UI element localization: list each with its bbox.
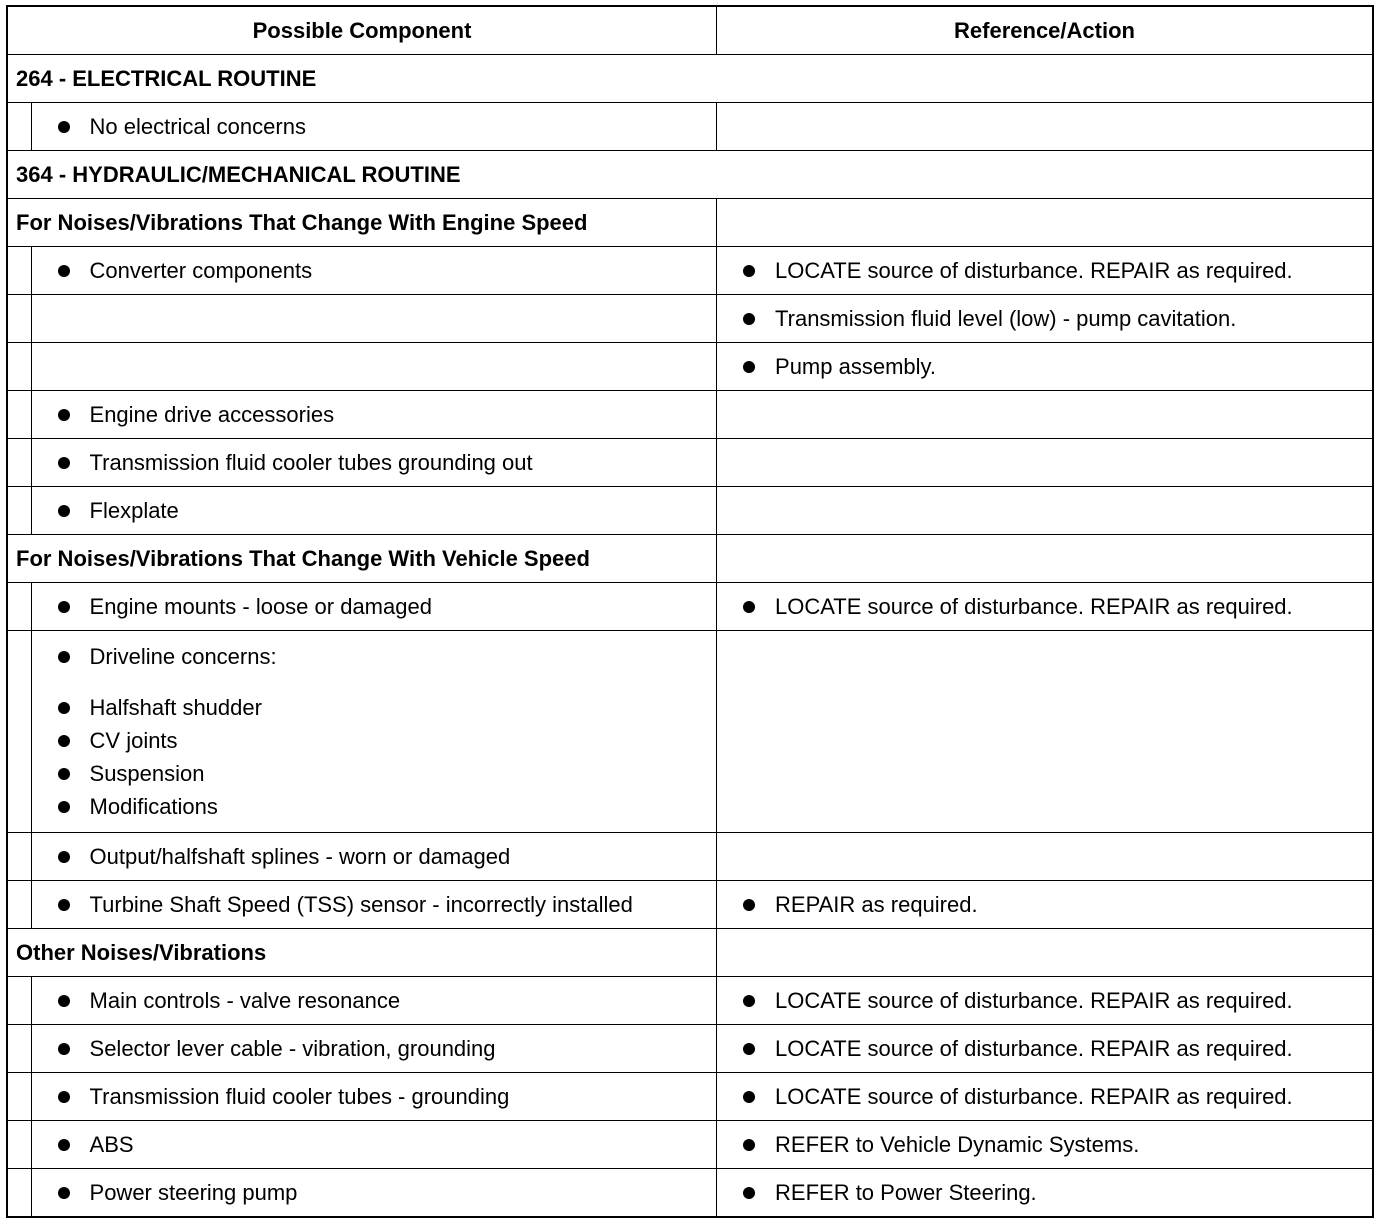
section-electrical-routine: 264 - ELECTRICAL ROUTINE <box>8 55 1372 103</box>
action-cell <box>717 583 1372 631</box>
component-text: Halfshaft shudder <box>89 694 262 720</box>
bullet-icon <box>743 1043 755 1055</box>
indent-cell <box>8 391 31 439</box>
subsection-other: Other Noises/Vibrations <box>8 929 717 977</box>
indent-cell <box>8 1073 31 1121</box>
action-text: LOCATE source of disturbance. REPAIR as required. <box>775 1035 1293 1061</box>
action-text: LOCATE source of disturbance. REPAIR as required. <box>775 257 1293 283</box>
indent-cell <box>8 247 31 295</box>
indent-cell <box>8 343 31 391</box>
component-text: CV joints <box>89 727 178 753</box>
component-cell <box>31 487 717 535</box>
component-cell <box>31 977 717 1025</box>
table-row <box>8 103 1372 151</box>
bullet-icon <box>58 457 70 469</box>
bullet-icon <box>743 1187 755 1199</box>
action-cell <box>717 247 1372 295</box>
component-cell <box>31 391 717 439</box>
bullet-icon <box>58 1091 70 1103</box>
bullet-icon <box>58 735 70 747</box>
table-row <box>8 439 1372 487</box>
indent-cell <box>8 103 31 151</box>
component-text: Power steering pump <box>89 1179 298 1205</box>
table-row <box>8 631 1372 833</box>
table-row <box>8 833 1372 881</box>
table-row <box>8 247 1372 295</box>
action-text: LOCATE source of disturbance. REPAIR as required. <box>775 987 1293 1013</box>
bullet-icon <box>743 313 755 325</box>
action-cell <box>717 391 1372 439</box>
table-row <box>8 1073 1372 1121</box>
action-cell <box>717 439 1372 487</box>
bullet-icon <box>58 1139 70 1151</box>
action-cell <box>717 977 1372 1025</box>
component-cell <box>31 439 717 487</box>
bullet-icon <box>58 702 70 714</box>
header-row <box>8 7 1372 55</box>
component-text: Engine mounts - loose or damaged <box>89 593 432 619</box>
table-row <box>8 1025 1372 1073</box>
bullet-icon <box>58 505 70 517</box>
bullet-icon <box>58 601 70 613</box>
indent-cell <box>8 583 31 631</box>
action-cell <box>717 929 1372 977</box>
action-cell <box>717 1121 1372 1169</box>
bullet-icon <box>743 601 755 613</box>
bullet-icon <box>58 651 70 663</box>
action-text: REFER to Vehicle Dynamic Systems. <box>775 1131 1140 1157</box>
header-reference-action: Reference/Action <box>717 7 1372 55</box>
indent-cell <box>8 631 31 833</box>
component-cell <box>31 833 717 881</box>
component-text: Driveline concerns: <box>89 644 277 669</box>
component-text: Suspension <box>89 760 205 786</box>
table-row <box>8 977 1372 1025</box>
table-row <box>8 295 1372 343</box>
component-cell <box>31 1121 717 1169</box>
bullet-icon <box>58 995 70 1007</box>
bullet-icon <box>743 265 755 277</box>
subsection-engine-speed: For Noises/Vibrations That Change With Engine Speed <box>8 199 717 247</box>
subsection-vehicle-speed: For Noises/Vibrations That Change With Vehicle Speed <box>8 535 717 583</box>
bullet-icon <box>58 768 70 780</box>
bullet-icon <box>58 851 70 863</box>
action-text: LOCATE source of disturbance. REPAIR as required. <box>775 593 1293 619</box>
bullet-icon <box>743 361 755 373</box>
bullet-icon <box>743 899 755 911</box>
table-row <box>8 487 1372 535</box>
header-possible-component: Possible Component <box>8 7 717 55</box>
action-cell <box>717 1025 1372 1073</box>
component-text: Output/halfshaft splines - worn or damaged <box>89 843 511 869</box>
action-cell <box>717 103 1372 151</box>
indent-cell <box>8 1025 31 1073</box>
bullet-icon <box>58 121 70 133</box>
bullet-icon <box>58 801 70 813</box>
component-text: Selector lever cable - vibration, grounding <box>89 1035 496 1061</box>
bullet-icon <box>58 265 70 277</box>
diagnostic-table <box>6 5 1374 1218</box>
action-cell <box>717 295 1372 343</box>
subsection-row <box>8 929 1372 977</box>
action-cell <box>717 881 1372 929</box>
action-cell <box>717 833 1372 881</box>
indent-cell <box>8 881 31 929</box>
component-cell <box>31 1073 717 1121</box>
section-row <box>8 151 1372 199</box>
action-cell <box>717 1169 1372 1217</box>
component-text: Turbine Shaft Speed (TSS) sensor - incorrectly installed <box>89 891 633 917</box>
component-text: Converter components <box>89 257 313 283</box>
action-text: Pump assembly. <box>775 353 936 379</box>
component-text: No electrical concerns <box>89 113 306 139</box>
action-cell <box>717 1073 1372 1121</box>
component-cell <box>31 247 717 295</box>
component-cell <box>31 631 717 833</box>
indent-cell <box>8 439 31 487</box>
table-row <box>8 1121 1372 1169</box>
bullet-icon <box>58 1187 70 1199</box>
indent-cell <box>8 487 31 535</box>
bullet-icon <box>58 1043 70 1055</box>
action-cell <box>717 199 1372 247</box>
action-cell <box>717 343 1372 391</box>
component-cell <box>31 295 717 343</box>
action-text: LOCATE source of disturbance. REPAIR as required. <box>775 1083 1293 1109</box>
component-cell <box>31 1025 717 1073</box>
table-row <box>8 881 1372 929</box>
bullet-icon <box>58 409 70 421</box>
indent-cell <box>8 1169 31 1217</box>
component-text: Engine drive accessories <box>89 401 335 427</box>
table-row <box>8 1169 1372 1217</box>
table-row <box>8 583 1372 631</box>
indent-cell <box>8 977 31 1025</box>
section-row <box>8 55 1372 103</box>
component-cell <box>31 583 717 631</box>
component-text: Transmission fluid cooler tubes grounding out <box>89 449 533 475</box>
component-cell <box>31 1169 717 1217</box>
table-row <box>8 391 1372 439</box>
component-cell <box>31 343 717 391</box>
action-text: REPAIR as required. <box>775 891 978 917</box>
bullet-icon <box>743 1091 755 1103</box>
subsection-row <box>8 199 1372 247</box>
action-text: REFER to Power Steering. <box>775 1179 1037 1205</box>
component-text: ABS <box>89 1131 134 1157</box>
indent-cell <box>8 295 31 343</box>
indent-cell <box>8 1121 31 1169</box>
action-text: Transmission fluid level (low) - pump cavitation. <box>775 305 1237 331</box>
indent-cell <box>8 833 31 881</box>
subsection-row <box>8 535 1372 583</box>
component-text: Main controls - valve resonance <box>89 987 401 1013</box>
bullet-icon <box>743 1139 755 1151</box>
action-cell <box>717 535 1372 583</box>
bullet-icon <box>58 899 70 911</box>
symptom-chart <box>8 7 1372 1216</box>
component-cell <box>31 881 717 929</box>
action-cell <box>717 631 1372 833</box>
bullet-icon <box>743 995 755 1007</box>
component-text: Flexplate <box>89 497 179 523</box>
table-row <box>8 343 1372 391</box>
section-hydraulic-routine: 364 - HYDRAULIC/MECHANICAL ROUTINE <box>8 151 1372 199</box>
component-cell <box>31 103 717 151</box>
action-cell <box>717 487 1372 535</box>
component-text: Modifications <box>89 793 218 819</box>
component-text: Transmission fluid cooler tubes - grounding <box>89 1083 510 1109</box>
